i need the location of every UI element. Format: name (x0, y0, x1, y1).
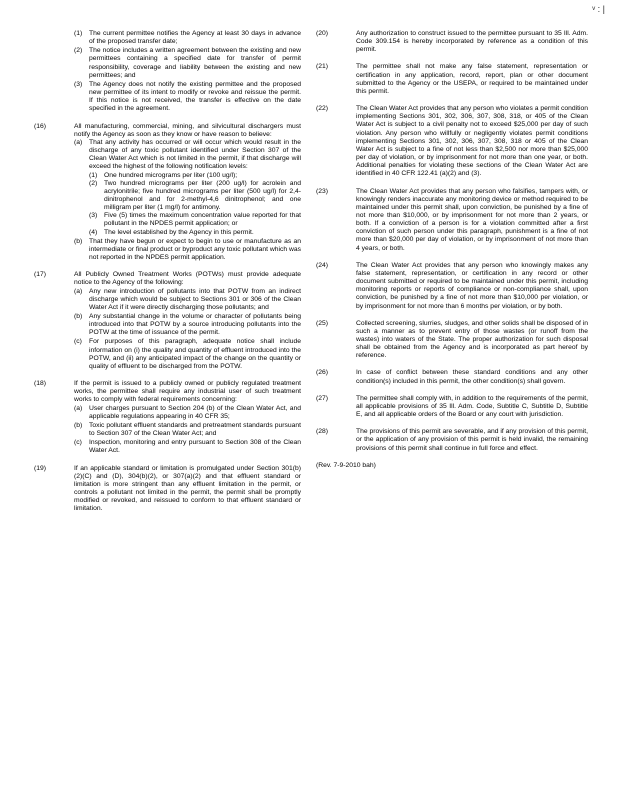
item-text: Two hundred micrograms per liter (200 ug/l) for acrolein and acrylonitrile; five hundred micrograms per liter (500 ug/l) for 2,4-dinitrophenol and for 2-methyl-4,6 dinitrophenol; and one milligram per liter (1 mg/l) for antimony. (104, 179, 301, 212)
item-label: (1) (74, 30, 83, 37)
condition-28 (316, 428, 588, 452)
condition-text: All Publicly Owned Treatment Works (POTWs) must provide adequate notice to the Agency of the following: (74, 271, 301, 287)
list-item (74, 288, 301, 312)
condition-26 (316, 369, 588, 385)
condition-number: (22) (316, 105, 329, 113)
item-label: (a) (74, 138, 83, 146)
condition-number: (16) (34, 122, 47, 130)
condition-number: (21) (316, 63, 329, 71)
condition-text: If an applicable standard or limitation is promulgated under Section 301(b)(2)(C) and (D), 304(b)(2), or 307(a)(2) and that effluent standard or limitation is more stringent than any effluent limitation in the permit, or controls a pollutant not limited in the permit, the permit shall be promptly modified or revoked, and reissued to conform to that effluent standard or limitation. (74, 464, 301, 513)
condition-number: (20) (316, 30, 329, 37)
condition-25 (316, 320, 588, 361)
right-column (316, 30, 588, 470)
condition-17 (34, 271, 301, 371)
nested-list-item (89, 229, 301, 237)
condition-text: If the permit is issued to a publicly owned or publicly regulated treatment works, the permittee shall require any industrial user of such treatment works to comply with federal requirements concerning: (74, 380, 301, 404)
condition-text: In case of conflict between these standard conditions and any other condition(s) included in this permit, the other condition(s) shall govern. (356, 369, 588, 385)
condition-text: Collected screening, slurries, sludges, and other solids shall be disposed of in such a manner as to prevent entry of those wastes (or runoff from the wastes) into waters of the State. The proper authorization for such disposal shall be obtained from the Agency and is incorporated as part hereof by reference. (356, 319, 588, 360)
item-label: (a) (74, 404, 83, 412)
condition-number: (28) (316, 428, 329, 436)
condition-24 (316, 262, 588, 311)
condition-27 (316, 395, 588, 419)
condition-text: All manufacturing, commercial, mining, and silvicultural dischargers must notify the Agency as soon as they know or have reason to believe: (74, 122, 301, 138)
condition-16 (34, 123, 301, 263)
item-text: Toxic pollutant effluent standards and pretreatment standards pursuant to Section 307 of the Clean Water Act; and (89, 421, 301, 438)
condition-23 (316, 188, 588, 253)
item-text: One hundred micrograms per liter (100 ug/l); (104, 171, 238, 179)
condition-text: The Clean Water Act provides that any person who violates a permit condition implementing Sections 301, 302, 306, 307, 308, 318, or 405 of the Clean Water Act is subject to a civil penalty not to exceed $25,000 per day of such violation. Any person who willfully or negligently violates permit conditions implementing Sections 301, 302, 306, 307, 308, 318 or 405 of the Clean Water Act is subject to a fine of not less than $2,500 nor more than $25,000 per day of violation, or by imprisonment for not more than one year, or both. Additional penalties for violating these sections of the Clean Water Act are identified in 40 CFR 122.41 (a)(2) and (3). (356, 105, 588, 178)
nested-list-item (89, 180, 301, 213)
list-item (74, 30, 301, 46)
item-label: (1) (89, 171, 98, 179)
item-label: (a) (74, 287, 83, 295)
list-item (74, 422, 301, 438)
condition-text: The provisions of this permit are severable, and if any provision of this permit, or the application of any provision of this permit is held invalid, the remaining provisions of this permit shall continue in full force and effect. (356, 428, 588, 452)
item-text: User charges pursuant to Section 204 (b) of the Clean Water Act, and applicable regulations appearing in 40 CFR 35; (89, 404, 301, 420)
item-label: (2) (74, 47, 83, 55)
condition-number: (27) (316, 394, 329, 402)
transfer-conditions-list (34, 30, 301, 114)
item-text: Any new introduction of pollutants into that POTW from an indirect discharge which would be subject to Sections 301 or 306 of the Clean Water Act if it were directly discharging those pollutants; and (89, 287, 301, 311)
nested-list-item (89, 172, 301, 180)
list-item (74, 313, 301, 337)
left-column (34, 30, 301, 522)
condition-number: (17) (34, 271, 47, 279)
item-text: For purposes of this paragraph, adequate notice shall include information on (i) the quality and quantity of effluent introduced into the POTW, and (ii) any anticipated impact of the change on the quantity or quality of effluent to be discharged from the POTW. (89, 338, 301, 370)
condition-number: (23) (316, 187, 329, 195)
item-label: (b) (74, 421, 83, 429)
condition-number: (18) (34, 380, 47, 388)
list-item (74, 238, 301, 262)
condition-18 (34, 380, 301, 455)
nested-list-item (89, 212, 301, 228)
condition-number: (19) (34, 464, 47, 472)
condition-text: The Clean Water Act provides that any person who knowingly makes any false statement, representation, or certification in any record or other document submitted or required to be maintained under this permit, including monitoring reports or reports of compliance or non-compliance shall, upon conviction, be punished by a fine of not more than $10,000 per violation, or by imprisonment for not more than 6 months per violation, or by both. (356, 261, 588, 310)
item-label: (4) (89, 228, 98, 236)
revision-note: (Rev. 7-9-2010 bah) (316, 461, 376, 469)
item-text: That any activity has occurred or will occur which would result in the discharge of any toxic pollutant identified under Section 307 of the Clean Water Act which is not limited in the permit, if that discharge will exceed the highest of the following notification levels: (89, 138, 301, 171)
item-text: The notice includes a written agreement between the existing and new permittees containing a specified date for transfer of permit responsibility, coverage and liability between the existing and new permittees; and (89, 47, 301, 79)
condition-text: The Clean Water Act provides that any person who falsifies, tampers with, or knowingly renders inaccurate any monitoring device or method required to be maintained under this permit shall, upon conviction, be punished by a fine of not more than $10,000, or by imprisonment for not more than 2 years, or both. If a conviction of a person is for a violation committed after a first conviction of such person under this paragraph, punishment is a fine of not more than $20,000 per day of violation, or by imprisonment of not more than 4 years, or both. (356, 187, 588, 252)
item-label: (3) (89, 212, 98, 220)
condition-21 (316, 63, 588, 96)
item-text: Inspection, monitoring and entry pursuant to Section 308 of the Clean Water Act. (89, 439, 301, 455)
item-label: (c) (74, 338, 82, 346)
condition-text: The permittee shall comply with, in addition to the requirements of the permit, all applicable provisions of 35 Ill. Adm. Code, Subtitle C, Subtitle D, Subtitle E, and all applicable orders of the Board or any court with jurisdiction. (356, 394, 588, 419)
page-corner-mark: ᵛ : | (592, 4, 605, 14)
condition-text: The permittee shall not make any false statement, representation or certification in any application, record, report, plan or other document submitted to the Agency or the USEPA, or required to be maintained under this permit. (356, 63, 588, 95)
condition-number: (25) (316, 319, 329, 327)
list-item (74, 139, 301, 237)
item-text: The Agency does not notify the existing permittee and the proposed new permittee of its intent to modify or revoke and reissue the permit. If this notice is not received, the transfer is effective on the date specified in the agreement. (89, 80, 301, 113)
list-item (74, 439, 301, 455)
item-text: Any substantial change in the volume or character of pollutants being introduced into that POTW by a source introducing pollutants into the POTW at the time of issuance of the permit. (89, 313, 301, 337)
item-text: That they have begun or expect to begin to use or manufacture as an intermediate or final product or byproduct any toxic pollutant which was not reported in the NPDES permit application. (89, 237, 301, 262)
condition-19 (34, 465, 301, 514)
condition-22 (316, 105, 588, 178)
list-item (74, 338, 301, 371)
list-item (74, 81, 301, 114)
list-item (74, 405, 301, 421)
item-text: Five (5) times the maximum concentration value reported for that pollutant in the NPDES permit application; or (104, 212, 301, 228)
item-label: (2) (89, 179, 98, 187)
condition-number: (24) (316, 261, 329, 269)
item-label: (3) (74, 80, 83, 88)
item-label: (c) (74, 439, 82, 447)
item-text: The current permittee notifies the Agency at least 30 days in advance of the proposed transfer date; (89, 30, 301, 46)
item-text: The level established by the Agency in this permit. (104, 228, 254, 236)
condition-text: Any authorization to construct issued to the permittee pursuant to 35 Ill. Adm. Code 309.154 is hereby incorporated by reference as a condition of this permit. (356, 30, 588, 54)
list-item (74, 47, 301, 80)
item-label: (b) (74, 313, 83, 320)
condition-number: (26) (316, 369, 329, 377)
condition-20 (316, 30, 588, 54)
item-label: (b) (74, 237, 83, 245)
